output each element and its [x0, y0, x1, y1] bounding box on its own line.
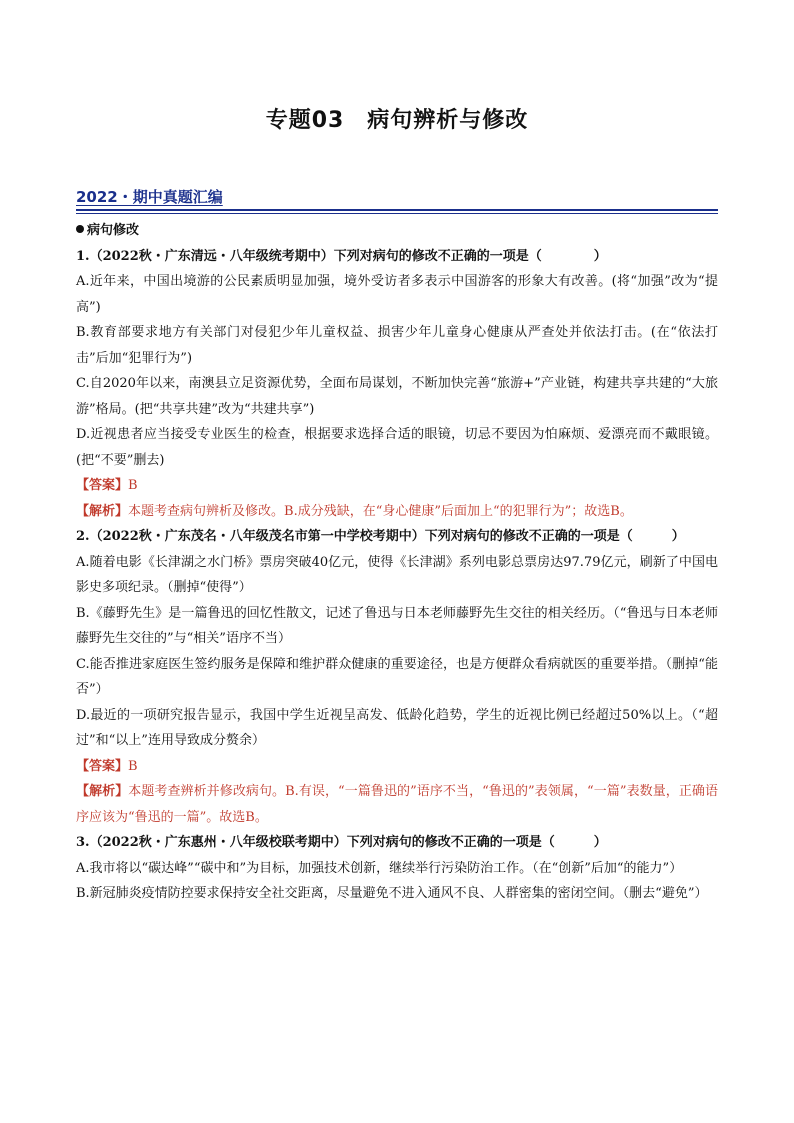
- question-option: C.自2020年以来，南澳县立足资源优势，全面布局谋划，不断加快完善“旅游+”产业链，构建共享共建的“大旅游”格局。(把“共享共建”改为“共建共享”): [76, 376, 718, 417]
- page-title: 专题03 病句辨析与修改: [265, 108, 529, 133]
- bullet-icon: [76, 225, 84, 233]
- section-header: [76, 186, 718, 214]
- analysis-line: [76, 499, 718, 525]
- question-option: A.随着电影《长津湖之水门桥》票房突破40亿元，使得《长津湖》系列电影总票房达97.79亿元，刷新了中国电影史多项纪录。（删掉“使得”）: [76, 554, 718, 595]
- answer-label: 【答案】: [76, 758, 129, 774]
- analysis-text: 本题考查辨析并修改病句。B.有误，“一篇鲁迅的”语序不当，“鲁迅的”表领属，“一篇”表数量，正确语序应该为“鲁迅的一篇”。故选B。: [76, 784, 718, 825]
- question-option: C.能否推进家庭医生签约服务是保障和维护群众健康的重要途径，也是方便群众看病就医的重要举措。（删掉“能否”）: [76, 656, 718, 697]
- question-stem: 2.（2022秋・广东茂名・八年级茂名市第一中学校考期中）下列对病句的修改不正确的一项是（ ）: [76, 529, 685, 544]
- question-option: A.我市将以“碳达峰”“碳中和”为目标，加强技术创新，继续举行污染防治工作。（在“创新”后加“的能力”）: [76, 860, 683, 876]
- analysis-line: [76, 779, 718, 830]
- question-option: B.新冠肺炎疫情防控要求保持安全社交距离，尽量避免不进入通风不良、人群密集的密闭空间。（删去“避免”）: [76, 886, 708, 901]
- answer-value: B: [128, 478, 138, 493]
- question-stem: 3.（2022秋・广东惠州・八年级校联考期中）下列对病句的修改不正确的一项是（ ）: [76, 835, 607, 850]
- answer-label: 【答案】: [76, 478, 129, 493]
- question-stem: 1.（2022秋・广东清远・八年级统考期中）下列对病句的修改不正确的一项是（ ）: [76, 248, 607, 264]
- question-option: D.最近的一项研究报告显示，我国中学生近视呈高发、低龄化趋势，学生的近视比例已经超过50%以上。（“超过”和“以上”连用导致成分赘余）: [76, 707, 718, 748]
- analysis-text: 本题考查病句辨析及修改。B.成分残缺，在“身心健康”后面加上“的犯罪行为”；故选B。: [128, 503, 633, 519]
- question-option: D.近视患者应当接受专业医生的检查，根据要求选择合适的眼镜，切忌不要因为怕麻烦、爱漂亮而不戴眼镜。(把“不要”删去): [76, 427, 718, 468]
- answer-line: [76, 473, 718, 499]
- answer-line: [76, 754, 718, 780]
- section-rule: [76, 209, 718, 211]
- subsection-heading: 病句修改: [76, 218, 718, 244]
- section-title: 2022・期中真题汇编: [76, 188, 223, 206]
- question-option: B.教育部要求地方有关部门对侵犯少年儿童权益、损害少年儿童身心健康从严查处并依法打击。(在“依法打击”后加“犯罪行为”): [76, 325, 718, 366]
- analysis-label: 【解析】: [76, 503, 129, 519]
- question-option: B.《藤野先生》是一篇鲁迅的回忆性散文，记述了鲁迅与日本老师藤野先生交往的相关经历。（“鲁迅与日本老师藤野先生交往的”与“相关”语序不当）: [76, 605, 718, 646]
- analysis-label: 【解析】: [76, 784, 129, 799]
- section-rule-thin: [76, 213, 718, 214]
- content-body: [76, 218, 718, 907]
- question-option: A.近年来，中国出境游的公民素质明显加强，境外受访者多表示中国游客的形象大有改善。(将“加强”改为“提高”): [76, 274, 718, 315]
- answer-value: B: [128, 758, 138, 774]
